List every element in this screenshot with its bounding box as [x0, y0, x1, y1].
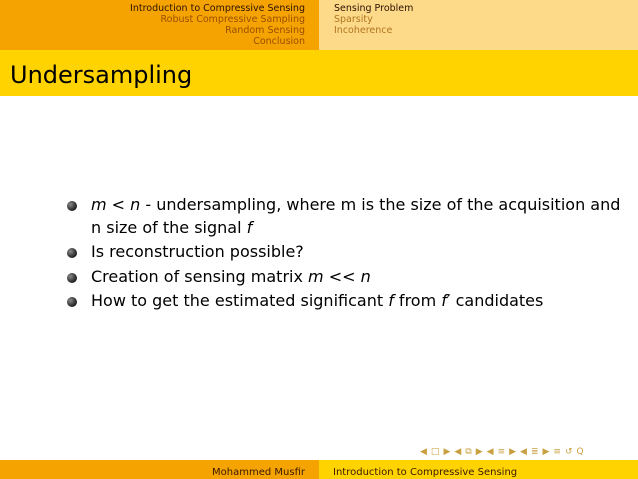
footer-title: Introduction to Compressive Sensing	[333, 467, 518, 478]
nav-subsection-sparsity[interactable]: Sparsity	[334, 14, 373, 25]
frame-title: Undersampling	[10, 61, 193, 89]
bullet-text: Creation of sensing matrix	[91, 266, 309, 286]
nav-section-random-sensing[interactable]: Random Sensing	[225, 25, 305, 36]
list-item	[67, 241, 627, 264]
section-icon[interactable]: ≣	[530, 447, 539, 457]
math-expression: f	[388, 291, 394, 310]
slide-content	[67, 194, 627, 315]
bullet-text: from	[393, 291, 442, 310]
bullet-icon	[67, 201, 77, 211]
frame-icon[interactable]: ⧉	[465, 447, 472, 457]
math-expression: f	[246, 217, 253, 237]
nav-prev-subsection-icon[interactable]: ◀	[486, 447, 494, 457]
subsection-icon[interactable]: ≡	[497, 447, 506, 457]
list-item	[67, 266, 627, 289]
slide-icon[interactable]: □	[430, 447, 440, 457]
header-navigation	[0, 0, 638, 50]
subsection-navigation	[319, 0, 638, 50]
bullet-icon	[67, 248, 77, 258]
math-expression: m << n	[308, 266, 371, 286]
bullet-icon	[67, 297, 77, 307]
nav-section-robust-sampling[interactable]: Robust Compressive Sampling	[160, 14, 305, 25]
bullet-text: Is reconstruction possible?	[91, 242, 304, 261]
nav-subsection-sensing-problem[interactable]: Sensing Problem	[334, 3, 414, 14]
bullet-text: candidates	[450, 291, 544, 310]
nav-prev-frame-icon[interactable]: ◀	[454, 447, 462, 457]
bullet-list	[67, 194, 627, 313]
frame-title-bar	[0, 50, 638, 96]
nav-prev-section-icon[interactable]: ◀	[520, 447, 527, 457]
footer	[0, 460, 638, 479]
nav-next-frame-icon[interactable]: ▶	[475, 447, 483, 457]
footer-author: Mohammed Musfir	[212, 467, 305, 478]
nav-section-conclusion[interactable]: Conclusion	[253, 36, 305, 47]
back-icon[interactable]: ↺	[564, 447, 573, 457]
nav-subsection-incoherence[interactable]: Incoherence	[334, 25, 393, 36]
list-item	[67, 290, 627, 313]
appendix-icon[interactable]: ≡	[553, 447, 561, 457]
list-item	[67, 194, 627, 239]
search-icon[interactable]: Q	[576, 447, 584, 457]
footer-title-box	[319, 460, 638, 479]
bullet-text: - undersampling, where m is the size of the acquisition and n size of the signal	[91, 195, 621, 237]
navigation-symbols	[420, 446, 630, 458]
nav-next-slide-icon[interactable]: ▶	[443, 447, 451, 457]
math-expression: f′	[441, 291, 451, 310]
nav-next-subsection-icon[interactable]: ▶	[509, 447, 517, 457]
nav-section-introduction[interactable]: Introduction to Compressive Sensing	[130, 3, 305, 14]
nav-prev-slide-icon[interactable]: ◀	[420, 447, 427, 457]
section-navigation	[0, 0, 319, 50]
bullet-icon	[67, 273, 77, 283]
math-expression: m < n	[91, 195, 141, 214]
footer-author-box	[0, 460, 319, 479]
bullet-text: How to get the estimated significant	[91, 291, 389, 310]
nav-next-section-icon[interactable]: ▶	[542, 447, 550, 457]
